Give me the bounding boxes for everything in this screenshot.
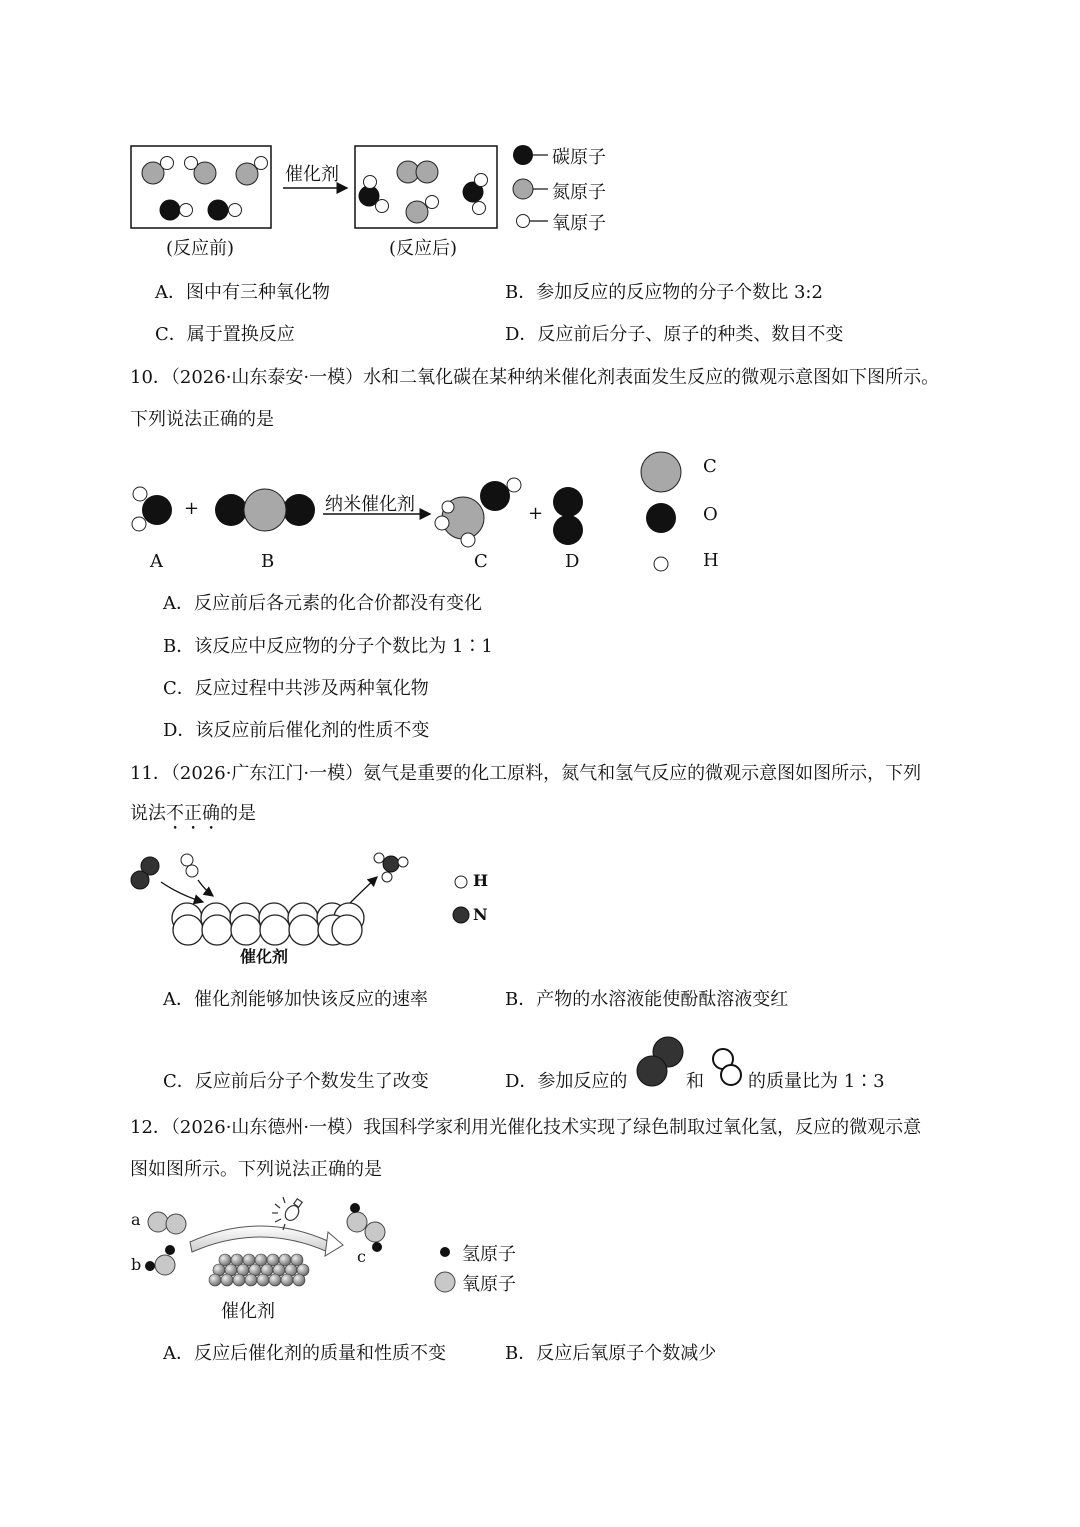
q11-option-b: B．产物的水溶液能使酚酞溶液变红 xyxy=(505,989,789,1010)
q11-h2-molecule-icon xyxy=(708,1046,748,1090)
q11-option-d-post: 的质量比为 1∶3 xyxy=(748,1071,885,1092)
q11-catalyst-label: 催化剂 xyxy=(240,947,289,966)
q10-plus-2: + xyxy=(528,503,544,524)
q12-option-a: A．反应后催化剂的质量和性质不变 xyxy=(163,1343,446,1364)
q9-legend-nitrogen: 氮原子 xyxy=(552,182,606,203)
q12-catalyst-label: 催化剂 xyxy=(221,1301,275,1322)
q10-label-d: D xyxy=(565,551,580,572)
q10-option-a: A．反应前后各元素的化合价都没有变化 xyxy=(163,593,482,614)
q11-legend-n: N xyxy=(473,905,488,924)
q10-diagram xyxy=(125,450,725,580)
q10-option-c: C．反应过程中共涉及两种氧化物 xyxy=(163,678,429,699)
q9-legend-oxygen: 氧原子 xyxy=(552,213,606,234)
q12-option-b: B．反应后氧原子个数减少 xyxy=(505,1343,717,1364)
q10-legend-o: O xyxy=(703,504,718,525)
q11-stem-pre: 说法 xyxy=(130,803,166,824)
q10-plus-1: + xyxy=(184,498,200,519)
q11-option-d-pre: D．参加反应的 xyxy=(505,1071,628,1092)
q9-before-box xyxy=(131,146,271,228)
q10-label-a: A xyxy=(150,551,163,572)
q9-option-b: B．参加反应的反应物的分子个数比 3:2 xyxy=(505,282,823,303)
q10-option-d: D．该反应前后催化剂的性质不变 xyxy=(163,720,430,741)
q9-catalyst-label: 催化剂 xyxy=(285,164,339,185)
q10-stem-line1: 10．（2026·山东泰安·一模）水和二氧化碳在某种纳米催化剂表面发生反应的微观示意图如下图所示。 xyxy=(130,367,940,388)
q11-n2-molecule-icon xyxy=(634,1034,688,1088)
q11-stem-line1: 11．（2026·广东江门·一模）氨气是重要的化工原料，氮气和氢气反应的微观示意图如图所示，下列 xyxy=(130,763,922,784)
q12-label-a: a xyxy=(131,1210,141,1229)
q11-option-c: C．反应前后分子个数发生了改变 xyxy=(163,1071,429,1092)
q10-stem-line2: 下列说法正确的是 xyxy=(130,409,274,430)
q11-stem-line2 xyxy=(130,802,256,834)
q12-legend-hydrogen: 氢原子 xyxy=(462,1244,516,1265)
q10-legend-c: C xyxy=(703,456,717,477)
q12-legend-oxygen: 氧原子 xyxy=(462,1274,516,1295)
q9-before-caption: (反应前) xyxy=(166,238,235,259)
q11-option-a: A．催化剂能够加快该反应的速率 xyxy=(163,989,428,1010)
q10-arrow-label: 纳米催化剂 xyxy=(325,494,415,515)
q10-option-b: B．该反应中反应物的分子个数比为 1∶1 xyxy=(163,636,493,657)
q9-option-d: D．反应前后分子、原子的种类、数目不变 xyxy=(505,324,844,345)
q9-option-a: A．图中有三种氧化物 xyxy=(155,282,330,303)
q11-stem-emphasis: 不正确 xyxy=(166,803,220,824)
q9-option-c: C．属于置换反应 xyxy=(155,324,295,345)
q11-stem-post: 的是 xyxy=(220,803,256,824)
q9-after-caption: (反应后) xyxy=(389,238,458,259)
q12-label-c: c xyxy=(357,1247,366,1266)
q11-legend-h: H xyxy=(473,871,489,890)
q10-legend-h: H xyxy=(703,550,719,571)
q12-stem-line1: 12．（2026·山东德州·一模）我国科学家利用光催化技术实现了绿色制取过氧化氢，反应的微观示意 xyxy=(130,1117,922,1138)
q10-label-c: C xyxy=(474,551,488,572)
q12-label-b: b xyxy=(131,1255,142,1274)
q10-label-b: B xyxy=(261,551,275,572)
q12-stem-line2: 图如图所示。下列说法正确的是 xyxy=(130,1159,382,1180)
q9-legend-carbon: 碳原子 xyxy=(552,147,606,168)
q11-option-d-mid: 和 xyxy=(686,1071,704,1092)
